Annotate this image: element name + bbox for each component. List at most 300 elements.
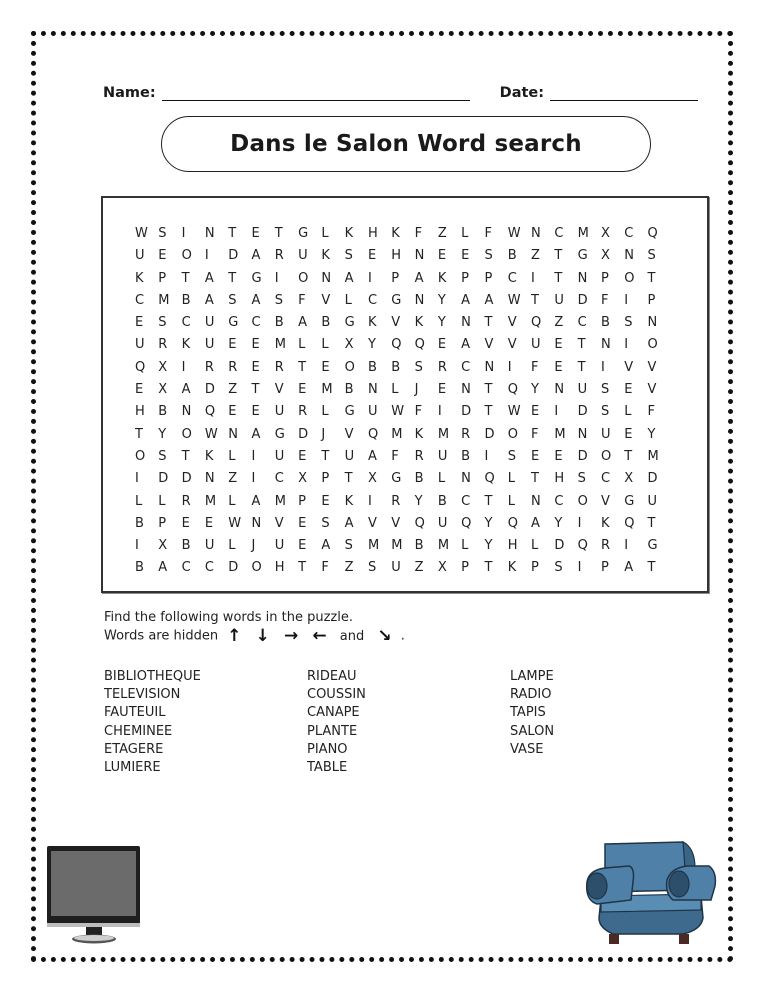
instructions-prefix: Words are hidden bbox=[104, 628, 219, 644]
grid-letter: G bbox=[344, 404, 355, 420]
word-item: LUMIERE bbox=[104, 760, 161, 776]
grid-letter: S bbox=[274, 292, 284, 308]
grid-letter: I bbox=[624, 538, 629, 554]
grid-letter: L bbox=[135, 493, 143, 509]
grid-letter: V bbox=[274, 382, 284, 398]
grid-letter: K bbox=[507, 560, 517, 576]
grid-letter: V bbox=[367, 515, 377, 531]
grid-letter: U bbox=[135, 337, 145, 353]
arrow-left-icon: ← bbox=[312, 626, 327, 646]
grid-letter: G bbox=[391, 292, 402, 308]
grid-letter: Y bbox=[367, 337, 376, 353]
grid-letter: M bbox=[158, 292, 170, 308]
grid-letter: L bbox=[507, 471, 515, 487]
grid-letter: X bbox=[624, 471, 634, 487]
grid-letter: I bbox=[554, 404, 559, 420]
grid-letter: U bbox=[367, 404, 378, 420]
grid-letter: T bbox=[298, 560, 307, 576]
grid-letter: K bbox=[344, 493, 354, 509]
word-item: FAUTEUIL bbox=[104, 705, 166, 721]
grid-letter: R bbox=[391, 493, 401, 509]
grid-letter: N bbox=[600, 337, 611, 353]
grid-letter: C bbox=[461, 359, 471, 375]
grid-letter: U bbox=[600, 426, 611, 442]
grid-letter: D bbox=[228, 248, 239, 264]
grid-letter: U bbox=[437, 448, 448, 464]
grid-letter: N bbox=[461, 382, 471, 398]
grid-letter: M bbox=[274, 337, 286, 353]
grid-letter: Z bbox=[414, 560, 424, 576]
grid-letter: B bbox=[321, 315, 331, 331]
grid-letter: L bbox=[158, 493, 166, 509]
grid-letter: B bbox=[274, 315, 284, 331]
grid-letter: P bbox=[461, 270, 469, 286]
grid-letter: R bbox=[158, 337, 168, 353]
arrow-right-icon: → bbox=[284, 626, 299, 646]
grid-letter: S bbox=[158, 315, 167, 331]
grid-letter: Y bbox=[414, 493, 423, 509]
word-item: BIBLIOTHEQUE bbox=[104, 669, 201, 684]
grid-letter: D bbox=[204, 382, 215, 398]
grid-letter: Z bbox=[228, 382, 238, 398]
grid-letter: B bbox=[158, 404, 168, 420]
grid-letter: N bbox=[367, 382, 378, 398]
grid-letter: C bbox=[554, 493, 564, 509]
grid-letter: A bbox=[204, 292, 214, 308]
grid-letter: L bbox=[507, 493, 515, 509]
arrow-down-icon: ↓ bbox=[255, 626, 270, 646]
grid-letter: B bbox=[344, 382, 354, 398]
grid-letter: C bbox=[181, 560, 191, 576]
grid-letter: B bbox=[461, 448, 471, 464]
grid-letter: V bbox=[344, 426, 354, 442]
grid-letter: C bbox=[507, 270, 517, 286]
grid-letter: R bbox=[181, 493, 191, 509]
grid-letter: V bbox=[484, 337, 494, 353]
grid-letter: E bbox=[461, 248, 470, 264]
grid-letter: E bbox=[158, 248, 167, 264]
word-list-column-3 bbox=[510, 668, 554, 759]
instructions bbox=[104, 609, 405, 646]
grid-letter: Q bbox=[507, 515, 518, 531]
instructions-period: . bbox=[400, 628, 405, 644]
word-list-column-2 bbox=[307, 668, 366, 777]
grid-letter: V bbox=[647, 359, 657, 375]
grid-letter: T bbox=[554, 248, 563, 264]
grid-letter: L bbox=[321, 226, 329, 241]
grid-letter: P bbox=[600, 270, 609, 286]
grid-letter: R bbox=[461, 426, 471, 442]
grid-letter: O bbox=[600, 448, 612, 464]
grid-letter: A bbox=[344, 270, 354, 286]
grid-letter: U bbox=[577, 382, 588, 398]
grid-letter: I bbox=[624, 292, 629, 308]
word-item: CHEMINEE bbox=[104, 723, 173, 739]
grid-letter: B bbox=[181, 538, 191, 554]
grid-letter: E bbox=[298, 538, 307, 554]
grid-letter: C bbox=[274, 471, 284, 487]
grid-letter: I bbox=[437, 404, 442, 420]
grid-letter: G bbox=[391, 471, 402, 487]
grid-letter: A bbox=[251, 426, 261, 442]
date-field[interactable] bbox=[550, 84, 698, 101]
grid-letter: P bbox=[298, 493, 306, 509]
grid-letter: N bbox=[414, 292, 425, 308]
grid-letter: T bbox=[484, 382, 493, 398]
grid-letter: I bbox=[367, 493, 372, 509]
grid-letter: L bbox=[437, 471, 446, 487]
grid-letter: B bbox=[414, 471, 424, 487]
grid-letter: N bbox=[228, 426, 238, 442]
grid-letter: O bbox=[624, 270, 635, 286]
grid-letter: S bbox=[554, 560, 563, 576]
grid-letter: S bbox=[367, 560, 377, 576]
grid-letter: M bbox=[367, 538, 380, 554]
grid-letter: E bbox=[251, 337, 260, 353]
grid-letter: L bbox=[298, 337, 306, 353]
grid-letter: V bbox=[600, 493, 610, 509]
grid-letter: M bbox=[391, 426, 403, 442]
grid-letter: D bbox=[181, 471, 192, 487]
word-item: SALON bbox=[510, 723, 555, 739]
grid-letter: P bbox=[461, 560, 469, 576]
grid-letter: O bbox=[251, 560, 262, 576]
grid-letter: T bbox=[554, 270, 563, 286]
grid-letter: T bbox=[531, 471, 539, 487]
grid-letter: V bbox=[647, 382, 657, 398]
grid-letter: O bbox=[344, 359, 355, 375]
grid-letter: G bbox=[298, 226, 309, 241]
grid-letter: A bbox=[484, 292, 494, 308]
grid-letter: R bbox=[437, 359, 447, 375]
grid-letter: F bbox=[531, 359, 539, 375]
grid-letter: U bbox=[274, 538, 285, 554]
grid-letter: B bbox=[391, 359, 401, 375]
grid-letter: N bbox=[531, 493, 541, 509]
grid-letter: N bbox=[577, 270, 588, 286]
grid-letter: Q bbox=[367, 426, 379, 442]
grid-letter: D bbox=[158, 471, 169, 487]
grid-letter: O bbox=[507, 426, 518, 442]
grid-letter: E bbox=[624, 426, 633, 442]
grid-letter: H bbox=[274, 560, 285, 576]
grid-letter: Q bbox=[624, 515, 635, 531]
grid-letter: E bbox=[321, 493, 330, 509]
grid-letter: Q bbox=[204, 404, 216, 420]
instructions-line-2 bbox=[104, 627, 405, 646]
grid-letter: A bbox=[624, 560, 634, 576]
grid-letter: I bbox=[135, 471, 139, 487]
grid-letter: L bbox=[228, 493, 236, 509]
grid-letter: S bbox=[344, 538, 353, 554]
grid-letter: X bbox=[298, 471, 307, 487]
word-item: CANAPE bbox=[307, 705, 360, 721]
grid-letter: K bbox=[204, 448, 214, 464]
grid-letter: G bbox=[251, 270, 262, 286]
grid-letter: G bbox=[228, 315, 239, 331]
grid-letter: V bbox=[624, 359, 634, 375]
page-title: Dans le Salon Word search bbox=[230, 131, 582, 157]
grid-letter: E bbox=[135, 382, 144, 398]
grid-letter: T bbox=[181, 270, 190, 286]
grid-letter: Q bbox=[577, 538, 588, 554]
grid-letter: I bbox=[204, 248, 209, 264]
grid-letter: C bbox=[181, 315, 191, 331]
grid-letter: B bbox=[135, 515, 144, 531]
grid-letter: P bbox=[391, 270, 400, 286]
grid-letter: S bbox=[600, 404, 610, 420]
grid-letter: F bbox=[391, 448, 399, 464]
grid-letter: S bbox=[414, 359, 423, 375]
grid-letter: M bbox=[391, 538, 403, 554]
grid-letter: A bbox=[414, 270, 424, 286]
grid-letter: O bbox=[647, 337, 658, 353]
grid-letter: E bbox=[251, 359, 260, 375]
grid-letter: E bbox=[624, 382, 633, 398]
grid-letter: E bbox=[298, 515, 307, 531]
grid-letter: T bbox=[647, 270, 656, 286]
grid-letter: E bbox=[228, 337, 237, 353]
grid-letter: Q bbox=[461, 515, 472, 531]
grid-letter: B bbox=[414, 538, 424, 554]
grid-letter: E bbox=[554, 359, 563, 375]
grid-letter: T bbox=[274, 226, 283, 241]
grid-letter: Q bbox=[531, 315, 542, 331]
grid-letter: R bbox=[204, 359, 214, 375]
grid-letter: C bbox=[624, 226, 634, 241]
grid-letter: A bbox=[367, 448, 377, 464]
grid-letter: S bbox=[228, 292, 237, 308]
grid-letter: X bbox=[344, 337, 354, 353]
grid-letter: U bbox=[647, 493, 658, 509]
grid-letter: H bbox=[135, 404, 145, 420]
grid-letter: F bbox=[531, 426, 539, 442]
grid-letter: U bbox=[135, 248, 145, 264]
grid-letter: U bbox=[274, 404, 285, 420]
grid-letter: I bbox=[367, 270, 372, 286]
grid-letter: C bbox=[251, 315, 261, 331]
grid-letter: Z bbox=[344, 560, 354, 576]
grid-letter: K bbox=[135, 270, 144, 286]
grid-letter: Y bbox=[158, 426, 167, 442]
grid-letter: Y bbox=[484, 538, 493, 554]
grid-letter: A bbox=[461, 292, 471, 308]
grid-letter: N bbox=[321, 270, 332, 286]
grid-letter: L bbox=[228, 448, 236, 464]
grid-letter: W bbox=[507, 292, 521, 308]
grid-letter: Q bbox=[414, 515, 425, 531]
grid-letter: P bbox=[531, 560, 539, 576]
grid-letter: U bbox=[554, 292, 564, 308]
grid-letter: A bbox=[158, 560, 168, 576]
grid-letter: K bbox=[600, 515, 610, 531]
grid-letter: F bbox=[298, 292, 306, 308]
grid-letter: M bbox=[437, 538, 450, 554]
grid-letter: R bbox=[414, 448, 424, 464]
grid-letter: O bbox=[298, 270, 309, 286]
grid-letter: E bbox=[531, 448, 540, 464]
grid-letter: F bbox=[414, 404, 423, 420]
grid-letter: R bbox=[298, 404, 308, 420]
grid-letter: T bbox=[228, 270, 237, 286]
grid-letter: N bbox=[461, 471, 471, 487]
grid-letter: T bbox=[135, 426, 143, 442]
grid-letter: T bbox=[181, 448, 190, 464]
grid-letter: S bbox=[344, 248, 353, 264]
grid-letter: K bbox=[367, 315, 377, 331]
grid-letter: E bbox=[204, 515, 214, 531]
grid-letter: L bbox=[624, 404, 632, 420]
grid-letter: K bbox=[391, 226, 400, 241]
grid-letter: L bbox=[228, 538, 236, 554]
grid-letter: K bbox=[437, 270, 447, 286]
grid-letter: U bbox=[344, 448, 355, 464]
grid-letter: R bbox=[600, 538, 610, 554]
grid-letter: R bbox=[274, 359, 284, 375]
word-item: RADIO bbox=[510, 687, 552, 703]
grid-letter: U bbox=[204, 337, 215, 353]
grid-letter: F bbox=[321, 560, 329, 576]
grid-letter: N bbox=[624, 248, 634, 264]
grid-letter: B bbox=[507, 248, 517, 264]
grid-letter: T bbox=[647, 515, 656, 531]
grid-letter: S bbox=[321, 515, 330, 531]
grid-letter: B bbox=[437, 493, 447, 509]
grid-letter: S bbox=[600, 382, 610, 398]
grid-letter: A bbox=[204, 270, 214, 286]
grid-letter: G bbox=[647, 538, 658, 554]
grid-letter: S bbox=[507, 448, 517, 464]
grid-letter: O bbox=[181, 248, 192, 264]
grid-letter: Q bbox=[391, 337, 402, 353]
grid-letter: U bbox=[298, 248, 308, 264]
arrow-up-icon: ↑ bbox=[227, 626, 242, 646]
grid-letter: U bbox=[531, 337, 541, 353]
grid-letter: E bbox=[437, 248, 447, 264]
grid-letter: E bbox=[437, 382, 447, 398]
grid-letter: L bbox=[461, 538, 469, 554]
grid-letter: T bbox=[577, 359, 586, 375]
grid-letter: H bbox=[507, 538, 518, 554]
grid-letter: S bbox=[158, 448, 167, 464]
grid-letter: M bbox=[437, 426, 450, 442]
grid-letter: Y bbox=[437, 292, 446, 308]
grid-letter: R bbox=[228, 359, 238, 375]
grid-letter: I bbox=[577, 515, 582, 531]
grid-letter: W bbox=[507, 226, 521, 241]
grid-letter: S bbox=[577, 471, 586, 487]
grid-letter: V bbox=[391, 515, 401, 531]
grid-letter: T bbox=[484, 315, 493, 331]
grid-letter: Y bbox=[531, 382, 539, 398]
grid-letter: Z bbox=[228, 471, 238, 487]
grid-letter: E bbox=[367, 248, 377, 264]
name-date-row bbox=[103, 84, 698, 101]
grid-letter: Y bbox=[647, 426, 656, 442]
grid-letter: P bbox=[647, 292, 656, 308]
grid-letter: A bbox=[461, 337, 471, 353]
grid-letter: U bbox=[437, 515, 448, 531]
grid-letter: A bbox=[531, 515, 540, 531]
grid-letter: M bbox=[204, 493, 217, 509]
word-item: PLANTE bbox=[307, 723, 358, 739]
grid-letter: V bbox=[391, 315, 401, 331]
grid-letter: E bbox=[251, 404, 260, 420]
grid-letter: C bbox=[204, 560, 214, 576]
word-item: RIDEAU bbox=[307, 669, 357, 684]
grid-letter: E bbox=[321, 359, 330, 375]
grid-letter: L bbox=[321, 337, 329, 353]
grid-letter: V bbox=[274, 515, 284, 531]
grid-letter: C bbox=[554, 226, 564, 241]
grid-letter: O bbox=[181, 426, 192, 442]
grid-letter: J bbox=[321, 426, 326, 442]
grid-letter: L bbox=[391, 382, 399, 398]
grid-letter: S bbox=[484, 248, 493, 264]
grid-letter: N bbox=[181, 404, 192, 420]
name-field[interactable] bbox=[162, 84, 470, 101]
grid-letter: E bbox=[298, 382, 307, 398]
grid-letter: I bbox=[135, 538, 139, 554]
grid-letter: I bbox=[274, 270, 279, 286]
grid-letter: G bbox=[274, 426, 285, 442]
grid-letter: E bbox=[298, 448, 307, 464]
grid-letter: E bbox=[554, 337, 563, 353]
grid-letter: I bbox=[507, 359, 512, 375]
grid-letter: A bbox=[298, 315, 307, 331]
grid-letter: I bbox=[600, 359, 605, 375]
grid-letter: X bbox=[367, 471, 377, 487]
grid-letter: I bbox=[531, 270, 535, 286]
grid-letter: Y bbox=[484, 515, 493, 531]
grid-letter: N bbox=[461, 315, 471, 331]
grid-letter: K bbox=[181, 337, 191, 353]
grid-letter: K bbox=[414, 426, 424, 442]
word-item: TAPIS bbox=[510, 705, 546, 721]
grid-letter: T bbox=[298, 359, 307, 375]
grid-letter: T bbox=[531, 292, 539, 308]
grid-letter: N bbox=[531, 226, 541, 241]
grid-letter: D bbox=[228, 560, 239, 576]
grid-letter: D bbox=[554, 538, 565, 554]
grid-letter: X bbox=[158, 538, 168, 554]
grid-letter: D bbox=[484, 426, 495, 442]
name-label: Name: bbox=[103, 85, 156, 101]
grid-letter: E bbox=[181, 515, 190, 531]
grid-letter: T bbox=[251, 382, 260, 398]
grid-letter: B bbox=[600, 315, 610, 331]
grid-letter: T bbox=[577, 337, 586, 353]
grid-letter: Q bbox=[484, 471, 495, 487]
grid-letter: M bbox=[554, 426, 566, 442]
word-item: TABLE bbox=[307, 760, 348, 776]
grid-letter: P bbox=[600, 560, 609, 576]
title-banner bbox=[161, 116, 651, 172]
grid-letter: D bbox=[577, 404, 588, 420]
grid-letter: I bbox=[624, 337, 629, 353]
grid-letter: Q bbox=[647, 226, 658, 241]
arrow-diagonal-down-right-icon: ↘ bbox=[377, 626, 392, 646]
grid-letter: X bbox=[437, 560, 447, 576]
grid-letter: X bbox=[158, 382, 168, 398]
grid-letter: J bbox=[414, 382, 419, 398]
grid-letter: S bbox=[647, 248, 656, 264]
word-item: COUSSIN bbox=[307, 687, 366, 703]
grid-letter: N bbox=[251, 515, 262, 531]
grid-letter: A bbox=[181, 382, 191, 398]
grid-letter: I bbox=[181, 359, 186, 375]
grid-letter: L bbox=[321, 404, 329, 420]
